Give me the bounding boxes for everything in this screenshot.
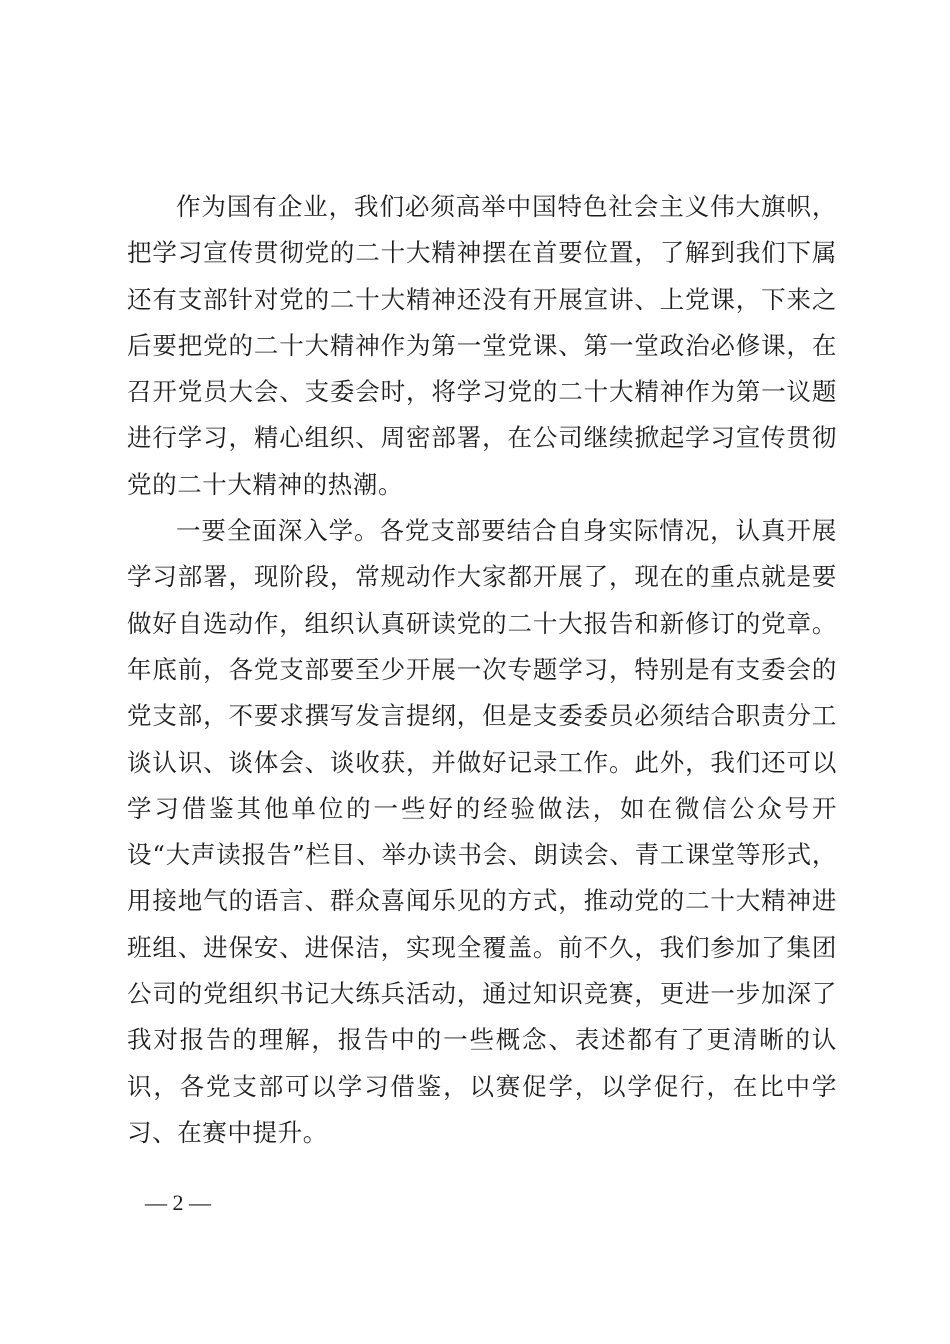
paragraph-2: 一要全面深入学。各党支部要结合自身实际情况，认真开展学习部署，现阶段，常规动作大家都开展了，现在的重点就是要做好自选动作，组织认真研读党的二十大报告和新修订的党章。年底前，各党支部要至少开展一次专题学习，特别是有支委会的党支部，不要求撰写发言提纲，但是支委委员必须结合职责分工谈认识、谈体会、谈收获，并做好记录工作。此外，我们还可以学习借鉴其他单位的一些好的经验做法，如在微信公众号开设“大声读报告”栏目、举办读书会、朗读会、青工课堂等形式，用接地气的语言、群众喜闻乐见的方式，推动党的二十大精神进班组、进保安、进保洁，实现全覆盖。前不久，我们参加了集团公司的党组织书记大练兵活动，通过知识竞赛，更进一步加深了我对报告的理解，报告中的一些概念、表述都有了更清晰的认识，各党支部可以学习借鉴，以赛促学，以学促行，在比中学习、在赛中提升。 bbox=[127, 516, 837, 1147]
document-body bbox=[127, 184, 837, 1156]
paragraph-1: 作为国有企业，我们必须高举中国特色社会主义伟大旗帜，把学习宣传贯彻党的二十大精神摆在首要位置，了解到我们下属还有支部针对党的二十大精神还没有开展宣讲、上党课，下来之后要把党的二十大精神作为第一堂党课、第一堂政治必修课，在召开党员大会、支委会时，将学习党的二十大精神作为第一议题进行学习，精心组织、周密部署，在公司继续掀起学习宣传贯彻党的二十大精神的热潮。 bbox=[127, 192, 837, 499]
page-number: — 2 — bbox=[145, 1190, 211, 1215]
